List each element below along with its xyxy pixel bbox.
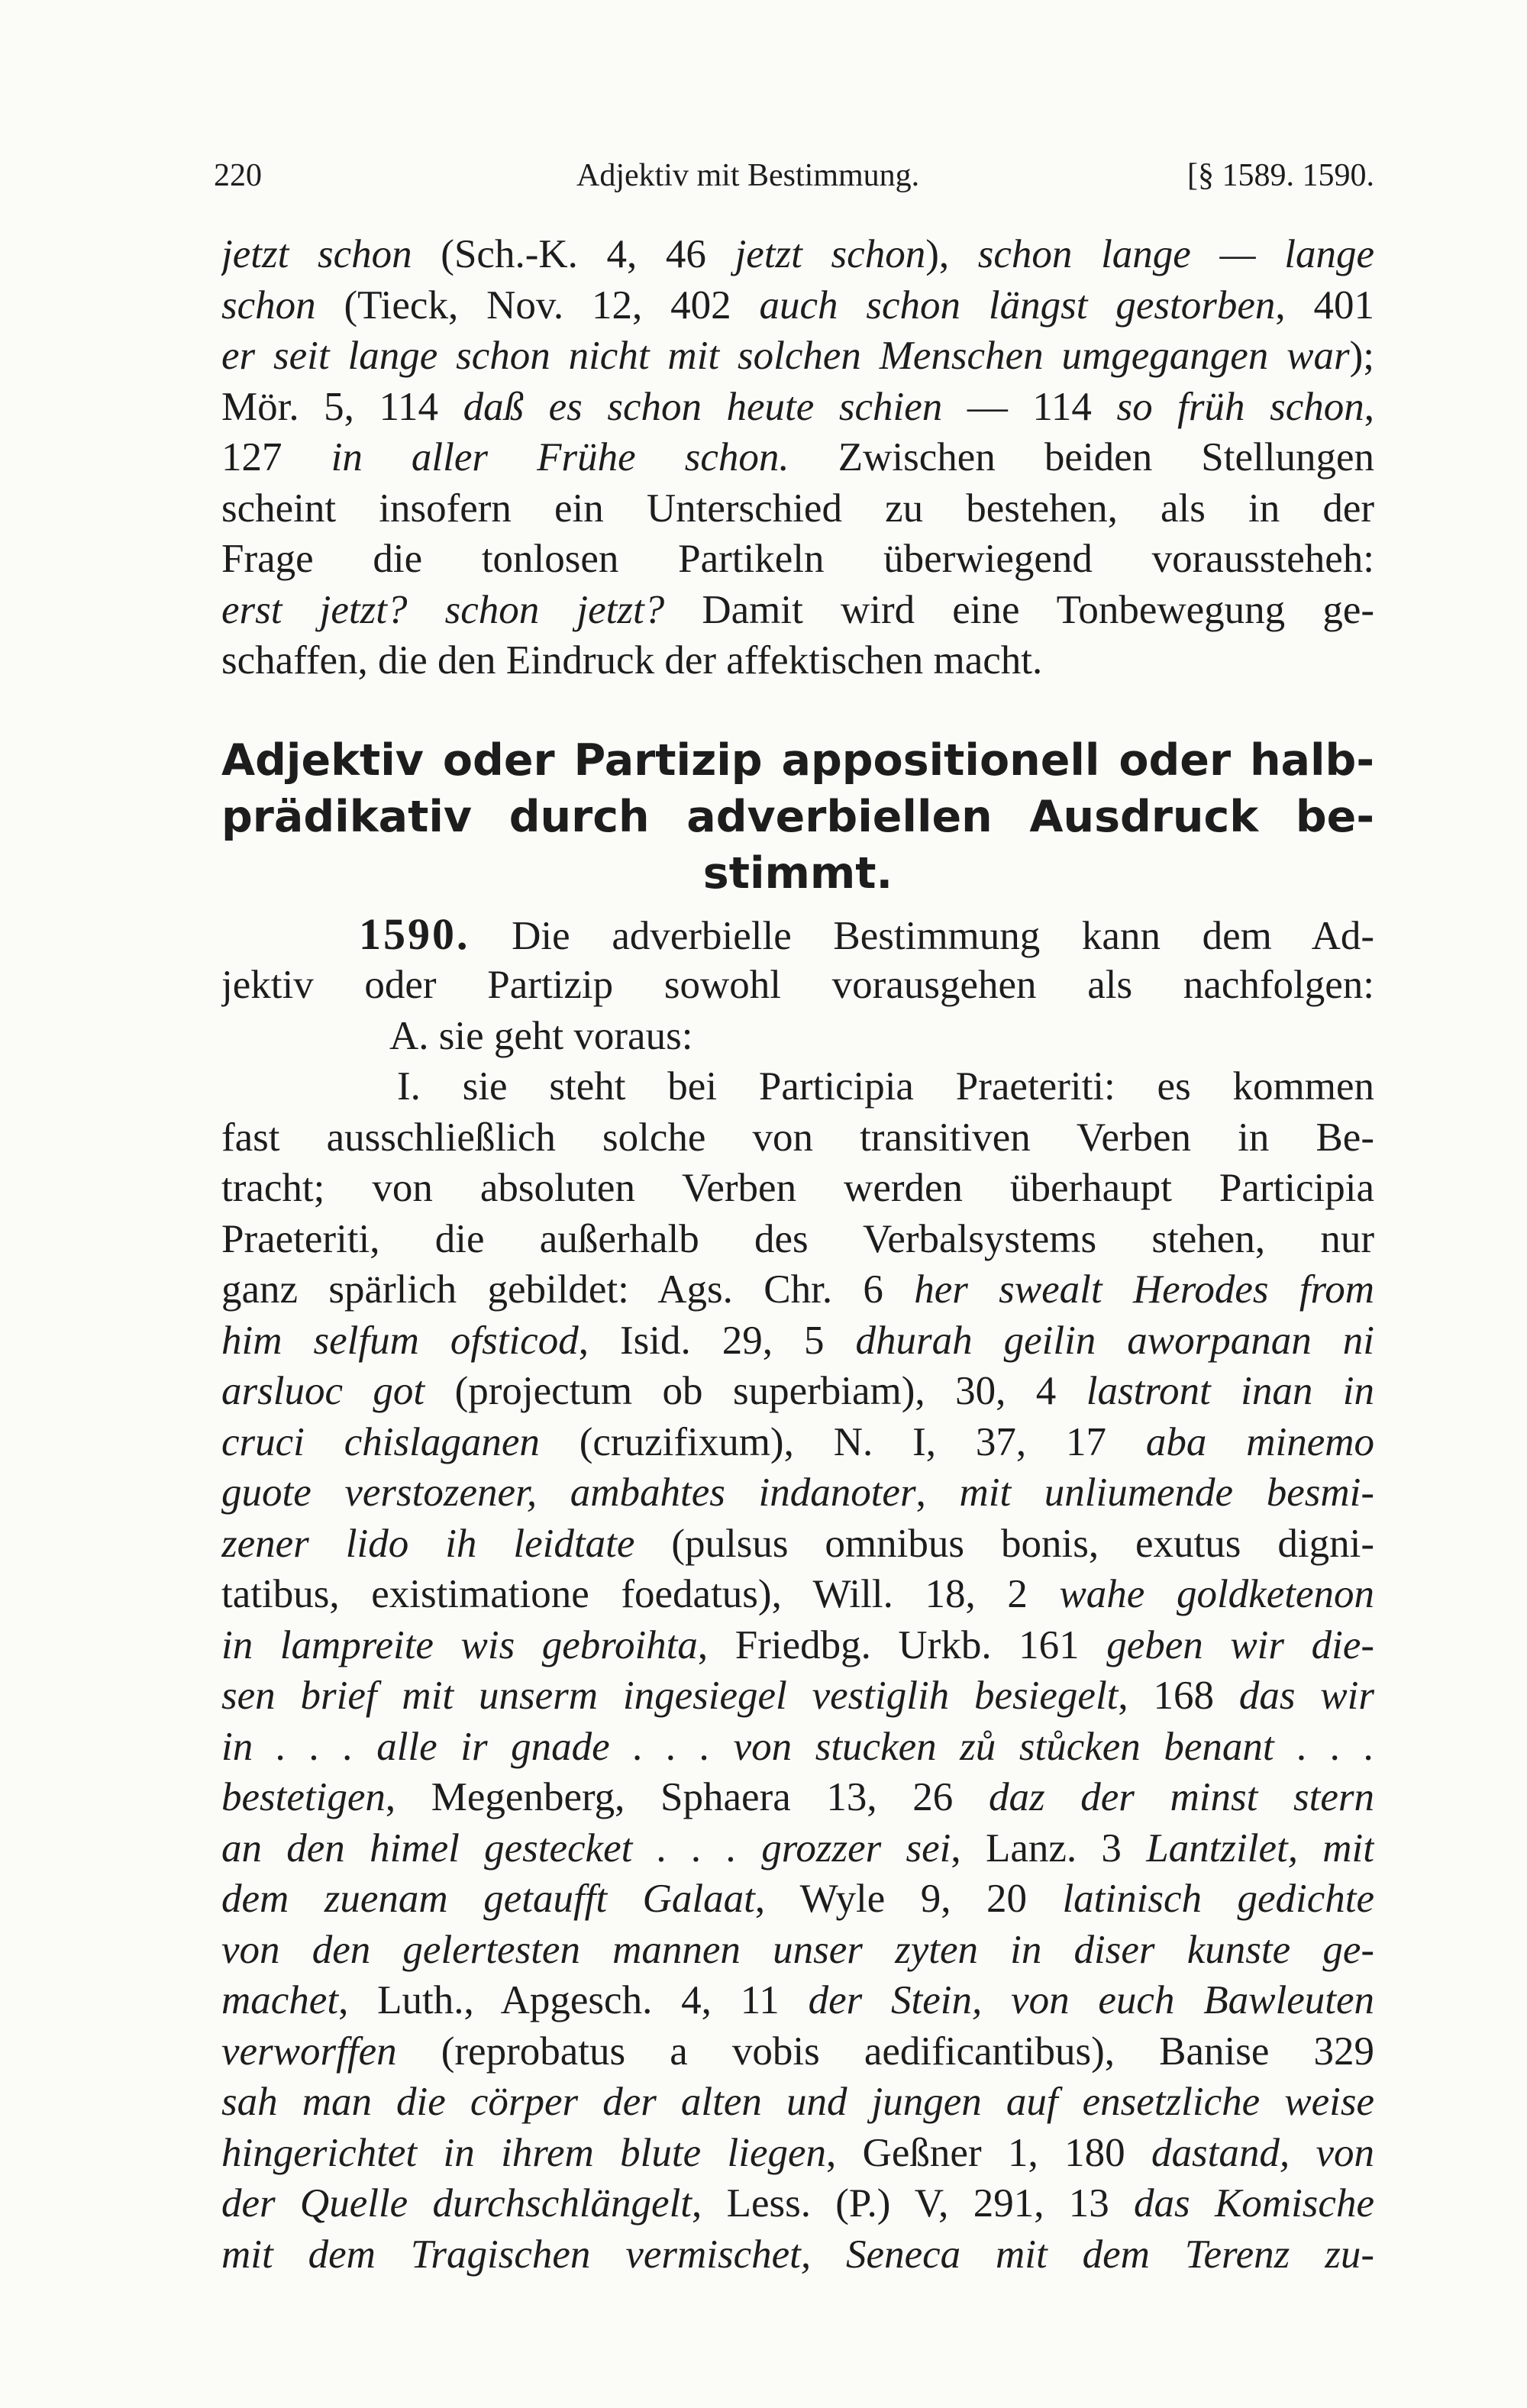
running-section-numbers: [§ 1589. 1590. <box>1187 158 1374 193</box>
text-line: jektiv oder Partizip sowohl vorausgehen als nachfolgen: <box>221 963 1374 1007</box>
text-line: I. sie steht bei Participia Praeteriti: es kommen <box>397 1064 1374 1109</box>
text-line: verworffen (reprobatus a vobis aedificantibus), Banise 329 <box>221 2029 1374 2074</box>
text-line: in lampreite wis gebroihta, Friedbg. Urkb. 161 geben wir die- <box>221 1622 1374 1667</box>
text-line: arsluoc got (projectum ob superbiam), 30, 4 lastront inan in <box>221 1369 1374 1413</box>
text-line: tracht; von absoluten Verben werden überhaupt Participia <box>221 1166 1374 1210</box>
text-line: Mör. 5, 114 daß es schon heute schien — 114 so früh schon, <box>221 384 1374 429</box>
text-line: tatibus, existimatione foedatus), Will. 18, 2 wahe goldketenon <box>221 1572 1374 1616</box>
text-line: jetzt schon (Sch.-K. 4, 46 jetzt schon), schon lange — lange <box>221 232 1374 276</box>
heading-line: stimmt. <box>702 847 893 899</box>
page-number: 220 <box>214 158 262 193</box>
page-header <box>214 153 1374 199</box>
text-line: schon (Tieck, Nov. 12, 402 auch schon längst gestorben, 401 <box>221 282 1374 328</box>
text-line: Praeteriti, die außerhalb des Verbalsystems stehen, nur <box>221 1216 1374 1261</box>
running-title: Adjektiv mit Bestimmung. <box>576 158 920 193</box>
section-heading <box>221 732 1374 902</box>
heading-line: Adjektiv oder Partizip appositionell oder halb- <box>221 734 1374 786</box>
text-line: bestetigen, Megenberg, Sphaera 13, 26 daz der minst stern <box>221 1775 1374 1819</box>
text-line: der Quelle durchschlängelt, Less. (P.) V, 291, 13 das Komische <box>221 2181 1374 2226</box>
text-line: von den gelertesten mannen unser zyten in diser kunste ge- <box>221 1927 1374 1972</box>
text-line: zener lido ih leidtate (pulsus omnibus bonis, exutus digni- <box>221 1521 1374 1566</box>
text-line: sah man die cörper der alten und jungen auf ensetzliche weise <box>221 2080 1374 2124</box>
text-line: in . . . alle ir gnade . . . von stucken zů stůcken benant . . . <box>221 1724 1374 1769</box>
text-line: ganz spärlich gebildet: Ags. Chr. 6 her swealt Herodes from <box>221 1267 1374 1312</box>
text-line: sen brief mit unserm ingesiegel vestiglih besiegelt, 168 das wir <box>221 1674 1374 1718</box>
text-line: mit dem Tragischen vermischet, Seneca mit dem Terenz zu- <box>221 2232 1374 2277</box>
text-line: hingerichtet in ihrem blute liegen, Geßner 1, 180 dastand, von <box>221 2130 1374 2175</box>
heading-line: prädikativ durch adverbiellen Ausdruck be- <box>221 791 1374 842</box>
text-line: scheint insofern ein Unterschied zu bestehen, als in der <box>221 486 1374 531</box>
text-line: dem zuenam getaufft Galaat, Wyle 9, 20 latinisch gedichte <box>221 1877 1374 1921</box>
text-line: Frage die tonlosen Partikeln überwiegend voraussteheh: <box>221 537 1374 581</box>
text-line: A. sie geht voraus: <box>389 1013 693 1058</box>
text-line: cruci chislaganen (cruzifixum), N. I, 37, 17 aba minemo <box>221 1419 1374 1464</box>
text-line: erst jetzt? schon jetzt? Damit wird eine Tonbewegung ge- <box>221 587 1374 632</box>
text-line: fast ausschließlich solche von transitiven Verben in Be- <box>221 1115 1374 1160</box>
text-line: 1590. Die adverbielle Bestimmung kann dem Ad- <box>359 909 1374 959</box>
text-line: 127 in aller Frühe schon. Zwischen beiden Stellungen <box>221 435 1374 479</box>
text-line: guote verstozener, ambahtes indanoter, mit unliumende besmi- <box>221 1470 1374 1515</box>
text-line: er seit lange schon nicht mit solchen Menschen umgegangen war); <box>221 334 1374 378</box>
text-line: him selfum ofsticod, Isid. 29, 5 dhurah geilin aworpanan ni <box>221 1318 1374 1363</box>
section-number: 1590. <box>359 909 470 959</box>
page-body <box>221 229 1374 2280</box>
text-line: machet, Luth., Apgesch. 4, 11 der Stein, von euch Bawleuten <box>221 1978 1374 2022</box>
text-line: an den himel gestecket . . . grozzer sei, Lanz. 3 Lantzilet, mit <box>221 1825 1374 1871</box>
text-line: schaffen, die den Eindruck der affektischen macht. <box>221 638 1043 683</box>
